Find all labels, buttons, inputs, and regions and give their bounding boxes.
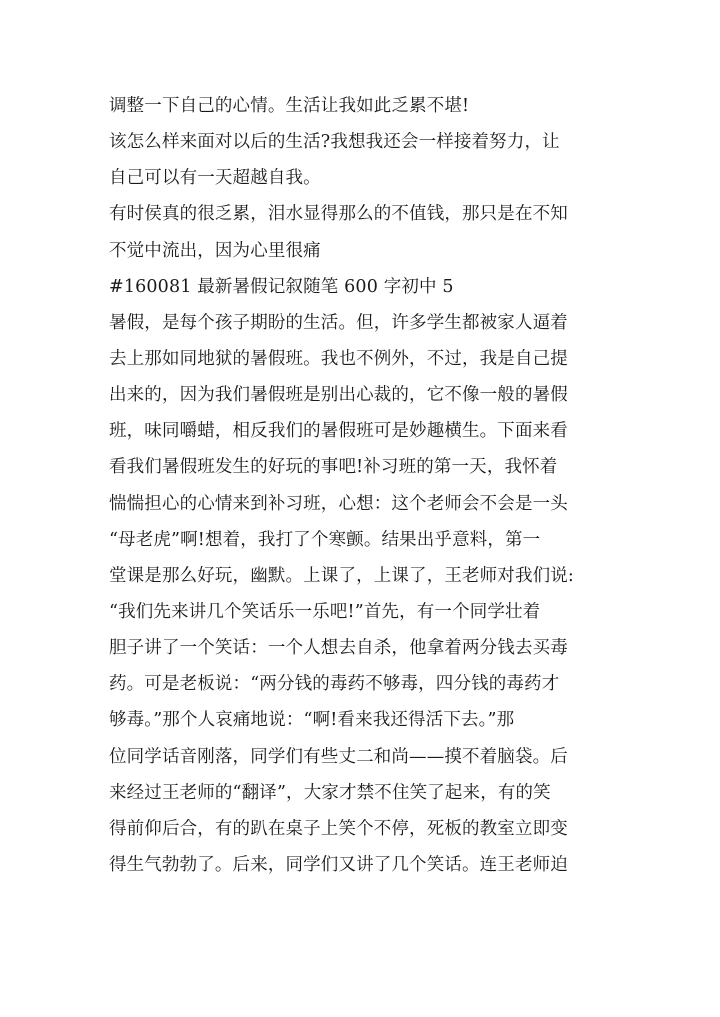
text-line: 胆子讲了一个笑话：一个人想去自杀，他拿着两分钱去买毒 xyxy=(109,638,568,659)
text-line: 来经过王老师的“翻译”，大家才禁不住笑了起来，有的笑 xyxy=(109,782,551,803)
text-line: 有时侯真的很乏累，泪水显得那么的不值钱，那只是在不知 xyxy=(109,204,568,225)
text-line: “母老虎”啊!想着，我打了个寒颤。结果出乎意料，第一 xyxy=(109,529,541,550)
text-line: 出来的，因为我们暑假班是别出心裁的，它不像一般的暑假 xyxy=(109,385,568,406)
document-body xyxy=(109,88,609,883)
section-heading: #160081 最新暑假记叙随笔 600 字初中 5 xyxy=(109,276,454,297)
text-line: 班，味同嚼蜡，相反我们的暑假班可是妙趣横生。下面来看 xyxy=(109,421,568,442)
text-line: 惴惴担心的心情来到补习班，心想：这个老师会不会是一头 xyxy=(109,493,568,514)
text-line: 药。可是老板说：“两分钱的毒药不够毒，四分钱的毒药才 xyxy=(109,674,560,695)
text-line: 去上那如同地狱的暑假班。我也不例外，不过，我是自己提 xyxy=(109,348,568,369)
text-line: 位同学话音刚落，同学们有些丈二和尚——摸不着脑袋。后 xyxy=(109,746,568,767)
text-line: 自己可以有一天超越自我。 xyxy=(109,168,321,189)
text-line: 该怎么样来面对以后的生活?我想我还会一样接着努力，让 xyxy=(109,132,560,153)
text-line: 看我们暑假班发生的好玩的事吧!补习班的第一天，我怀着 xyxy=(109,457,558,478)
text-line: 调整一下自己的心情。生活让我如此乏累不堪! xyxy=(109,96,470,116)
text-line: 得前仰后合，有的趴在桌子上笑个不停，死板的教室立即变 xyxy=(109,818,568,839)
text-line: 堂课是那么好玩，幽默。上课了，上课了，王老师对我们说: xyxy=(109,565,574,586)
text-line: 够毒。”那个人哀痛地说：“啊!看来我还得活下去。”那 xyxy=(109,710,515,731)
text-line: 暑假，是每个孩子期盼的生活。但，许多学生都被家人逼着 xyxy=(109,312,568,333)
text-line: “我们先来讲几个笑话乐一乐吧!”首先，有一个同学壮着 xyxy=(109,601,541,622)
text-line: 得生气勃勃了。后来，同学们又讲了几个笑话。连王老师迫 xyxy=(109,854,568,875)
text-line: 不觉中流出，因为心里很痛 xyxy=(109,240,321,261)
